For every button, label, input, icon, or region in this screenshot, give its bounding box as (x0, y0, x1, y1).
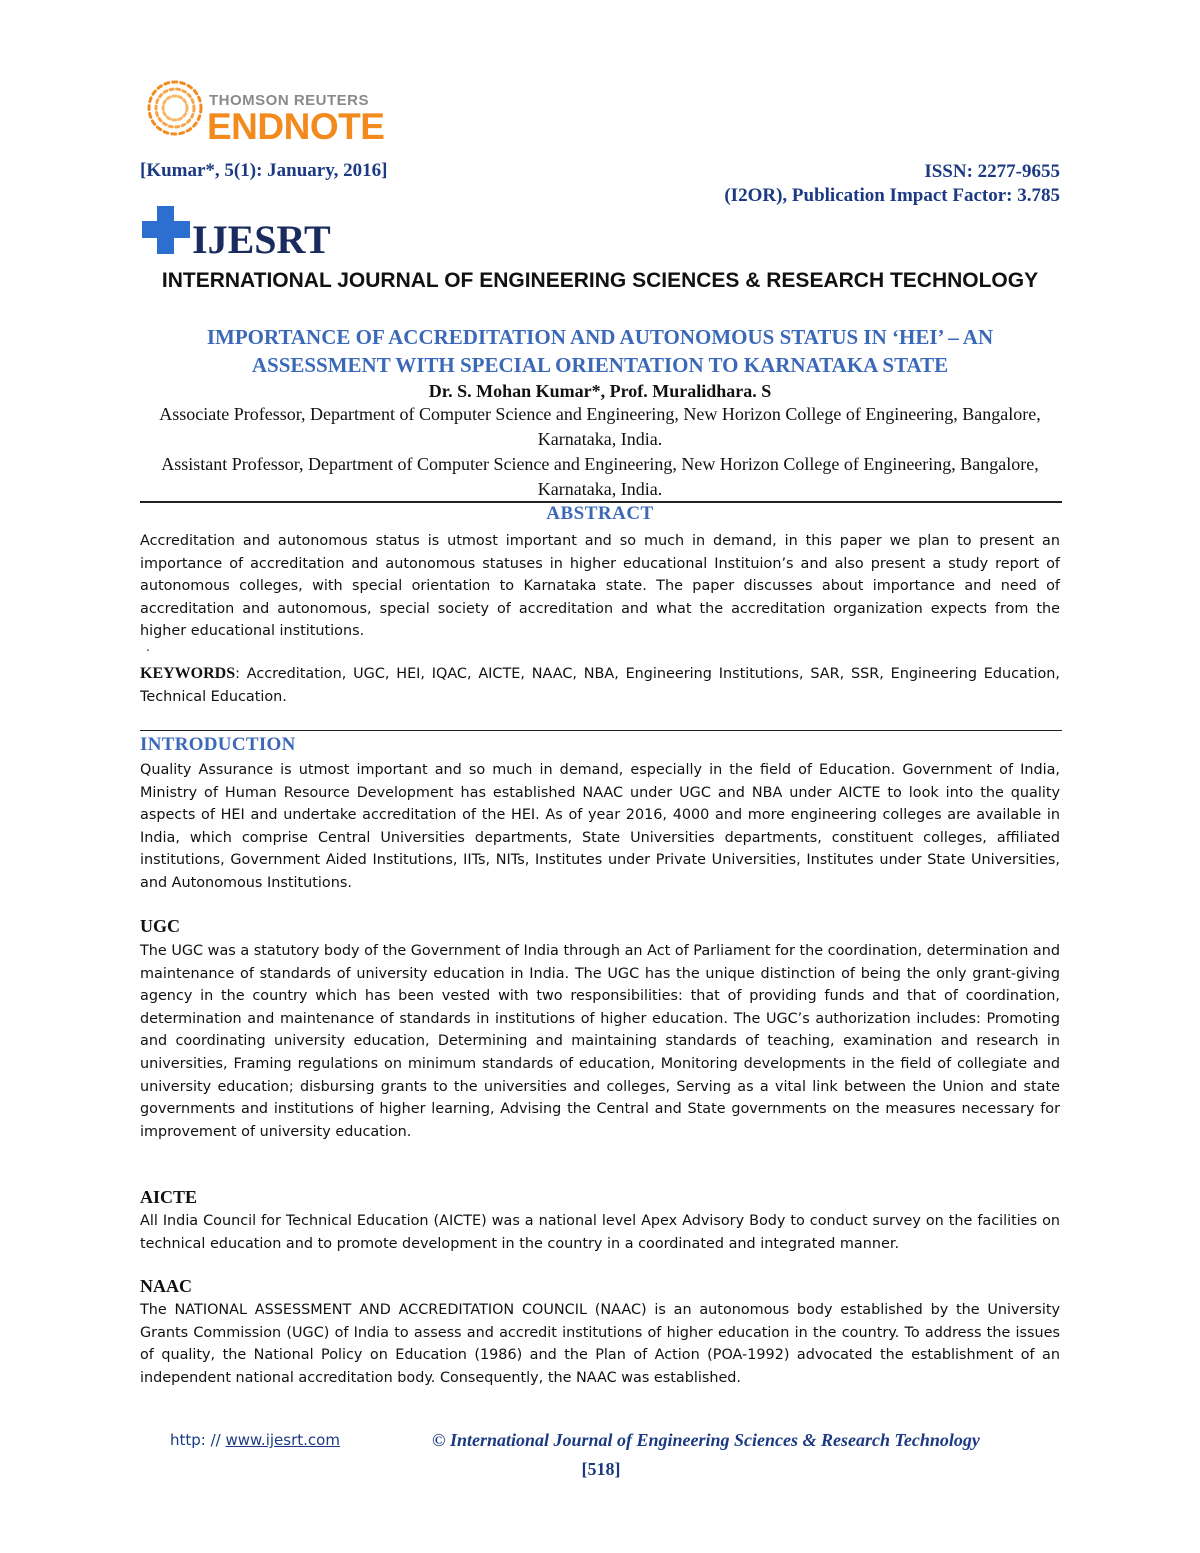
website-link[interactable]: www.ijesrt.com (225, 1431, 340, 1449)
introduction-text: Quality Assurance is utmost important and so much in demand, especially in the field of Education. Government of India, Ministry of Human Resource Development has established NAAC under UGC and NBA under AICTE to look into the quality aspects of HEI and undertake accreditation of the HEI. As of year 2016, 4000 and more engineering colleges are available in India, which comprise Central Universities departments, State Universities departments, constituent colleges, affiliated institutions, Government Aided Institutions, IITs, NITs, Institutes under Private Universities, Institutes under State Universities, and Autonomous Institutions. (140, 762, 1060, 891)
aicte-text: All India Council for Technical Education (AICTE) was a national level Apex Advisory Body to conduct survey on the facilities on technical education and to promote development in the country in a coordinated and integrated manner. (140, 1213, 1060, 1252)
ijesrt-logo (140, 204, 380, 264)
plus-icon (140, 204, 192, 256)
endnote-swirl-icon (145, 78, 205, 138)
ugc-text: The UGC was a statutory body of the Government of India through an Act of Parliament for the coordination, determination and maintenance of standards of university education in India. The UGC has the unique distinction of being the only grant-giving agency in the country which has been vested with two responsibilities: that of providing funds and that of coordination, determination and maintenance of standards in institutions of higher education. The UGC’s authorization includes: Promoting and coordinating university education, Determining and maintaining standards of teaching, examination and research in universities, Framing regulations on minimum standards of education, Monitoring developments in the field of collegiate and university education; disbursing grants to the universities and colleges, Serving as a vital link between the Union and state governments and institutions of higher learning, Advising the Central and State governments on the measures necessary for improvement of university education. (140, 943, 1060, 1140)
footer-url (170, 1431, 340, 1449)
footer-url-prefix: http: // (170, 1431, 226, 1449)
divider-intro (140, 730, 1062, 731)
brand-top-text: THOMSON REUTERS (209, 92, 370, 109)
abstract-text: Accreditation and autonomous status is utmost important and so much in demand, in this paper we plan to present an importance of accreditation and autonomous statuses in higher educational Instituion’s and also present a study report of autonomous colleges, with special orientation to Karnataka state. The paper discusses about importance and need of accreditation and autonomous, special society of accreditation and what the accreditation organization expects from the higher educational institutions. (140, 533, 1060, 640)
abstract-heading: ABSTRACT (546, 503, 654, 524)
naac-text: The NATIONAL ASSESSMENT AND ACCREDITATION COUNCIL (NAAC) is an autonomous body established by the University Grants Commission (UGC) of India to assess and accredit institutions of higher education in the country. To address the issues of quality, the National Policy on Education (1986) and the Plan of Action (POA-1992) advocated the establishment of an independent national accreditation body. Consequently, the NAAC was established. (140, 1302, 1060, 1386)
introduction-heading: INTRODUCTION (140, 734, 296, 755)
issn-block (724, 160, 1060, 208)
impact-factor-text: (I2OR), Publication Impact Factor: 3.785 (724, 185, 1060, 206)
paper-title: IMPORTANCE OF ACCREDITATION AND AUTONOMOUS STATUS IN ‘HEI’ – AN ASSESSMENT WITH SPECIAL ORIENTATION TO KARNATAKA STATE (206, 325, 994, 377)
journal-name: INTERNATIONAL JOURNAL OF ENGINEERING SCIENCES & RESEARCH TECHNOLOGY (161, 269, 1039, 292)
naac-heading: NAAC (140, 1276, 192, 1296)
affiliation-1: Associate Professor, Department of Computer Science and Engineering, New Horizon College of Engineering, Bangalore, Karnataka, India. (159, 404, 1041, 449)
stray-dot: . (146, 640, 150, 654)
keywords (140, 663, 1060, 708)
endnote-logo (145, 78, 405, 150)
issn-text: ISSN: 2277-9655 (924, 161, 1060, 182)
page-number: [518] (581, 1459, 621, 1479)
aicte-heading: AICTE (140, 1187, 198, 1207)
paper-authors: Dr. S. Mohan Kumar*, Prof. Muralidhara. S (428, 381, 772, 401)
affiliation-2: Assistant Professor, Department of Computer Science and Engineering, New Horizon College of Engineering, Bangalore, Karnataka, India. (161, 454, 1039, 499)
citation-info: [Kumar*, 5(1): January, 2016] (140, 160, 388, 181)
keywords-text: : Accreditation, UGC, HEI, IQAC, AICTE, NAAC, NBA, Engineering Institutions, SAR, SSR, Engineering Education, Technical Education. (140, 666, 1060, 705)
brand-main-text: ENDNOTE (207, 106, 385, 147)
keywords-label: KEYWORDS (140, 665, 236, 682)
ugc-heading: UGC (140, 916, 180, 936)
ijesrt-logo-text: IJESRT (192, 217, 331, 262)
footer-copyright: © International Journal of Engineering Sciences & Research Technology (432, 1430, 980, 1450)
